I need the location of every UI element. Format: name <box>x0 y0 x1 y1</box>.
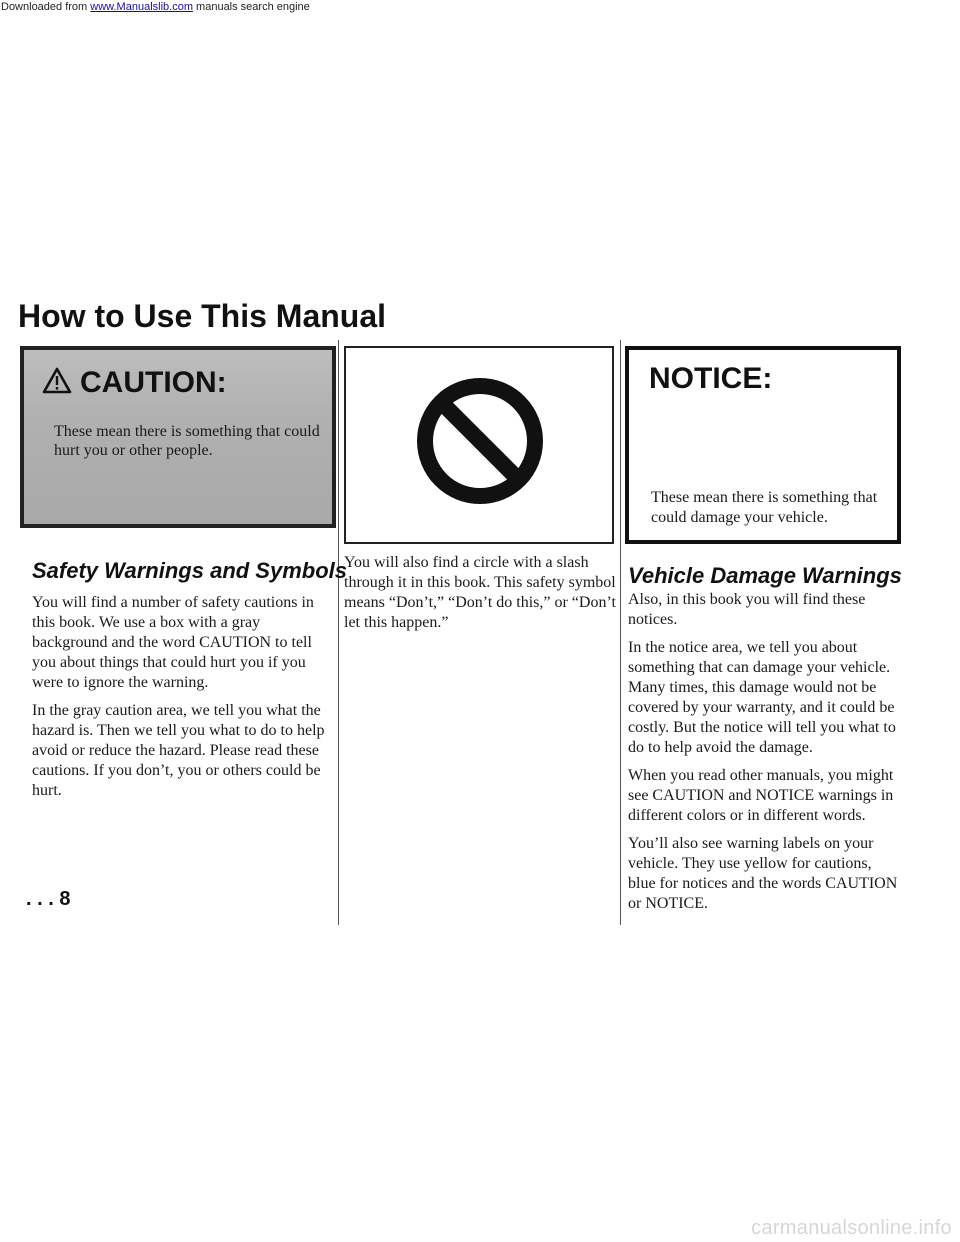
warning-triangle-icon <box>42 367 72 399</box>
vehicle-damage-body <box>628 590 902 922</box>
caution-title: CAUTION: <box>80 366 227 399</box>
vehicle-damage-paragraph: You’ll also see warning labels on your vehicle. They use yellow for cautions, blue for notices and the words CAUTION or NOTICE. <box>628 835 898 912</box>
caution-text: These mean there is something that could hurt you or other people. <box>54 423 320 459</box>
download-header <box>0 0 960 15</box>
vehicle-damage-paragraph: When you read other manuals, you might see CAUTION and NOTICE warnings in different colors or in different words. <box>628 767 894 824</box>
vehicle-damage-heading: Vehicle Damage Warnings <box>628 563 902 588</box>
symbol-box <box>344 346 614 544</box>
vehicle-damage-paragraph: In the notice area, we tell you about something that can damage your vehicle. Many times, this damage would not be covered by your warranty, and it could be costly. But the notice will tell you what to do to help avoid the damage. <box>628 639 896 756</box>
page-number: . . . 8 <box>26 888 71 910</box>
manual-page <box>0 288 960 948</box>
manualslib-link[interactable]: www.Manualslib.com <box>90 1 193 13</box>
download-suffix: manuals search engine <box>196 1 310 13</box>
notice-box <box>625 346 901 544</box>
notice-title: NOTICE: <box>649 362 773 395</box>
vehicle-damage-paragraph: Also, in this book you will find these notices. <box>628 591 866 628</box>
download-prefix: Downloaded from <box>1 1 88 13</box>
column-divider <box>338 340 339 925</box>
symbol-body <box>344 553 616 641</box>
caution-header <box>42 366 227 400</box>
safety-heading: Safety Warnings and Symbols <box>32 558 348 583</box>
caution-box <box>20 346 336 528</box>
safety-paragraph: In the gray caution area, we tell you what the hazard is. Then we tell you what to do to help avoid or reduce the hazard. Please read these cautions. If you don’t, you or others could be hurt. <box>32 702 325 799</box>
notice-text: These mean there is something that could damage your vehicle. <box>651 489 878 526</box>
watermark: carmanualsonline.info <box>751 1217 952 1239</box>
prohibition-icon <box>413 374 547 513</box>
page-title: How to Use This Manual <box>18 298 387 334</box>
column-divider <box>620 340 621 925</box>
safety-body <box>32 593 332 809</box>
symbol-paragraph: You will also find a circle with a slash through it in this book. This safety symbol means “Don’t,” “Don’t do this,” or “Don’t let this happen.” <box>344 554 616 631</box>
safety-paragraph: You will find a number of safety cautions in this book. We use a box with a gray background and the word CAUTION to tell you about things that could hurt you if you were to ignore the warning. <box>32 594 314 691</box>
